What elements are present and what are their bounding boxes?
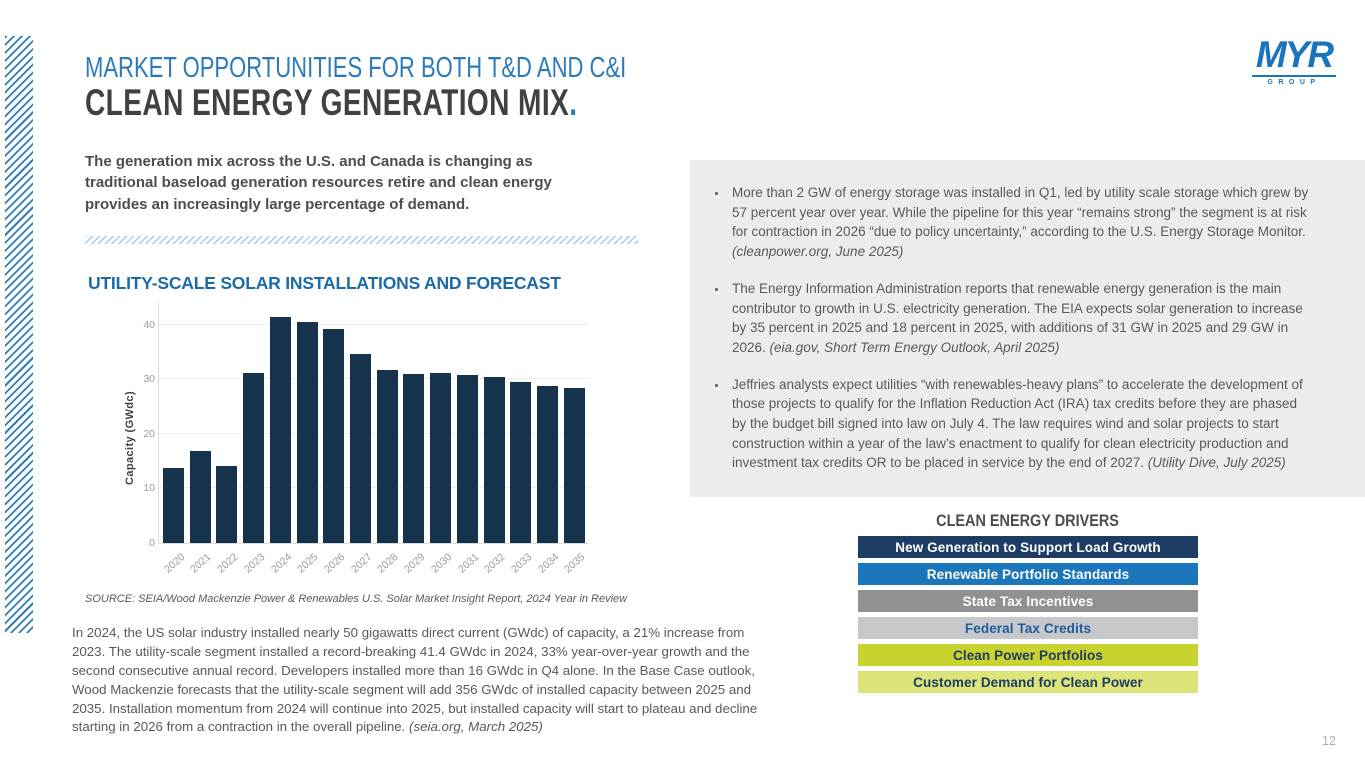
chart-bar-2031	[457, 375, 478, 543]
chart-bar-2021	[190, 451, 211, 543]
chart-bar-2025	[297, 322, 318, 543]
slide-kicker	[85, 52, 797, 85]
chart-x-tick-label: 2024	[268, 551, 294, 576]
solar-installations-bar-chart	[118, 300, 598, 590]
bullet-citation: (Utility Dive, July 2025)	[1147, 455, 1286, 471]
logo-subtext: GROUP	[1252, 75, 1336, 86]
chart-x-tick	[375, 546, 401, 580]
chart-x-tick-label: 2023	[241, 551, 268, 576]
title-period: .	[569, 82, 578, 123]
slide-kicker-text: MARKET OPPORTUNITIES FOR BOTH T&D AND C&I	[85, 52, 627, 84]
chart-y-tick-label: 20	[143, 427, 155, 440]
hatched-divider	[85, 236, 638, 244]
driver-bar: Customer Demand for Clean Power	[858, 671, 1198, 693]
chart-x-tick-label: 2020	[161, 551, 188, 576]
news-bullet-item: • Jeffries analysts expect utilities “with renewables-heavy plans” to accelerate the development of those projects to qualify for the Inflation Reduction Act (IRA) tax credits before they are phased by the budget bill signed into law on July 4. The law requires wind and solar projects to start construction within a year of the law’s enactment to qualify for clean electricity production and investment tax credits OR to be placed in service by the end of 2027. (Utility Dive, July 2025)	[728, 375, 1310, 474]
chart-x-tick	[428, 546, 455, 580]
page-number: 12	[1322, 734, 1336, 748]
news-bullet-item: • The Energy Information Administration reports that renewable energy generation is the main contributor to growth in U.S. electricity generation. The EIA expects solar generation to increase by 35 percent in 2025 and 18 percent in 2025, with additions of 31 GW in 2025 and 29 GW in 2026. (eia.gov, Short Term Energy Outlook, April 2025)	[728, 279, 1310, 358]
chart-x-tick	[402, 546, 428, 580]
bullet-citation: (eia.gov, Short Term Energy Outlook, April 2025)	[769, 339, 1060, 355]
chart-x-tick	[562, 546, 588, 580]
driver-bar: State Tax Incentives	[858, 590, 1198, 612]
page-title-text: CLEAN ENERGY GENERATION MIX.	[85, 82, 578, 123]
chart-y-axis-label: Capacity (GWdc)	[124, 390, 136, 485]
news-highlights-panel	[690, 160, 1365, 497]
summary-paragraph	[72, 624, 769, 737]
chart-source-note: SOURCE: SEIA/Wood Mackenzie Power & Renewables U.S. Solar Market Insight Report, 2024 Year in Review	[85, 593, 628, 605]
chart-bar-2022	[216, 466, 237, 543]
chart-bar-2034	[537, 386, 558, 543]
chart-x-tick-label: 2021	[188, 551, 214, 576]
chart-bar-2032	[484, 377, 505, 543]
chart-x-tick-label: 2033	[508, 551, 535, 576]
chart-x-tick	[295, 546, 321, 580]
summary-text: In 2024, the US solar industry installed nearly 50 gigawatts direct current (GWdc) of capacity, a 21% increase from 2023. The utility-scale segment installed a record-breaking 41.4 GWdc in 2024, 33% year-over-year growth and the second consecutive annual record. Developers installed more than 16 GWdc in Q4 alone. In the Base Case outlook, Wood Mackenzie forecasts that the utility-scale segment will add 356 GWdc of installed capacity between 2025 and 2035. Installation momentum from 2024 will continue into 2025, but installed capacity will start to plateau and decline starting in 2026 from a contraction in the overall pipeline.	[72, 625, 758, 735]
chart-x-tick-label: 2034	[535, 551, 562, 576]
clean-energy-drivers-heading: CLEAN ENERGY DRIVERS	[936, 511, 1120, 530]
chart-y-tick-label: 30	[143, 373, 155, 386]
chart-title: UTILITY-SCALE SOLAR INSTALLATIONS AND FORECAST	[88, 273, 561, 293]
chart-bar-2029	[403, 374, 424, 543]
chart-bar-2030	[430, 373, 451, 543]
page-title	[85, 82, 733, 124]
chart-x-tick-label: 2027	[348, 551, 375, 576]
chart-x-tick-label: 2026	[321, 551, 348, 576]
chart-bars	[159, 303, 589, 543]
news-bullet-list	[690, 160, 1365, 473]
chart-bar-2024	[270, 317, 291, 543]
chart-bar-2020	[163, 468, 184, 543]
chart-x-tick-label: 2025	[295, 551, 321, 576]
chart-x-tick-label: 2030	[428, 551, 455, 576]
driver-bar: New Generation to Support Load Growth	[858, 536, 1198, 558]
chart-bar-2027	[350, 354, 371, 543]
driver-bar: Renewable Portfolio Standards	[858, 563, 1198, 585]
summary-citation: (seia.org, March 2025)	[409, 719, 543, 735]
bullet-citation: (cleanpower.org, June 2025)	[732, 244, 904, 260]
chart-x-tick-label: 2029	[402, 551, 428, 576]
chart-bar-2023	[243, 373, 264, 543]
chart-x-tick	[241, 546, 268, 580]
diagonal-stripe-decoration	[5, 36, 33, 633]
chart-x-tick-label: 2022	[215, 551, 241, 576]
chart-x-tick	[508, 546, 535, 580]
driver-bar: Federal Tax Credits	[858, 617, 1198, 639]
chart-x-tick	[268, 546, 294, 580]
chart-x-tick-label: 2031	[455, 551, 481, 576]
chart-x-tick	[188, 546, 214, 580]
chart-x-tick-label: 2032	[482, 551, 508, 576]
chart-x-tick-label: 2028	[375, 551, 401, 576]
driver-bar: Clean Power Portfolios	[858, 644, 1198, 666]
chart-plot-area	[143, 303, 589, 549]
chart-x-tick	[215, 546, 241, 580]
intro-paragraph: The generation mix across the U.S. and Canada is changing as traditional baseload generation resources retire and clean energy provides an increasingly large percentage of demand.	[85, 153, 552, 213]
chart-bar-2026	[323, 329, 344, 543]
chart-x-tick	[321, 546, 348, 580]
chart-x-tick	[482, 546, 508, 580]
chart-bar-2035	[564, 388, 585, 543]
logo-wordmark: MYR	[1255, 34, 1333, 75]
myr-group-logo	[1252, 36, 1336, 86]
chart-bar-2033	[510, 382, 531, 543]
chart-x-tick	[535, 546, 562, 580]
chart-x-tick	[455, 546, 481, 580]
chart-y-tick-label: 10	[143, 482, 155, 495]
news-bullet-item: • More than 2 GW of energy storage was installed in Q1, led by utility scale storage which grew by 57 percent year over year. While the pipeline for this year “remains strong” the segment is at risk for contraction in 2026 “due to policy uncertainty,” according to the U.S. Energy Storage Monitor. (cleanpower.org, June 2025)	[728, 183, 1310, 262]
chart-x-axis-labels	[158, 546, 588, 580]
clean-energy-drivers-list	[858, 536, 1198, 693]
chart-bar-2028	[377, 370, 398, 543]
chart-y-tick-label: 40	[143, 318, 155, 331]
chart-x-tick	[348, 546, 375, 580]
chart-x-tick	[161, 546, 188, 580]
chart-x-tick-label: 2035	[562, 551, 588, 576]
chart-y-tick-label: 0	[149, 537, 155, 549]
